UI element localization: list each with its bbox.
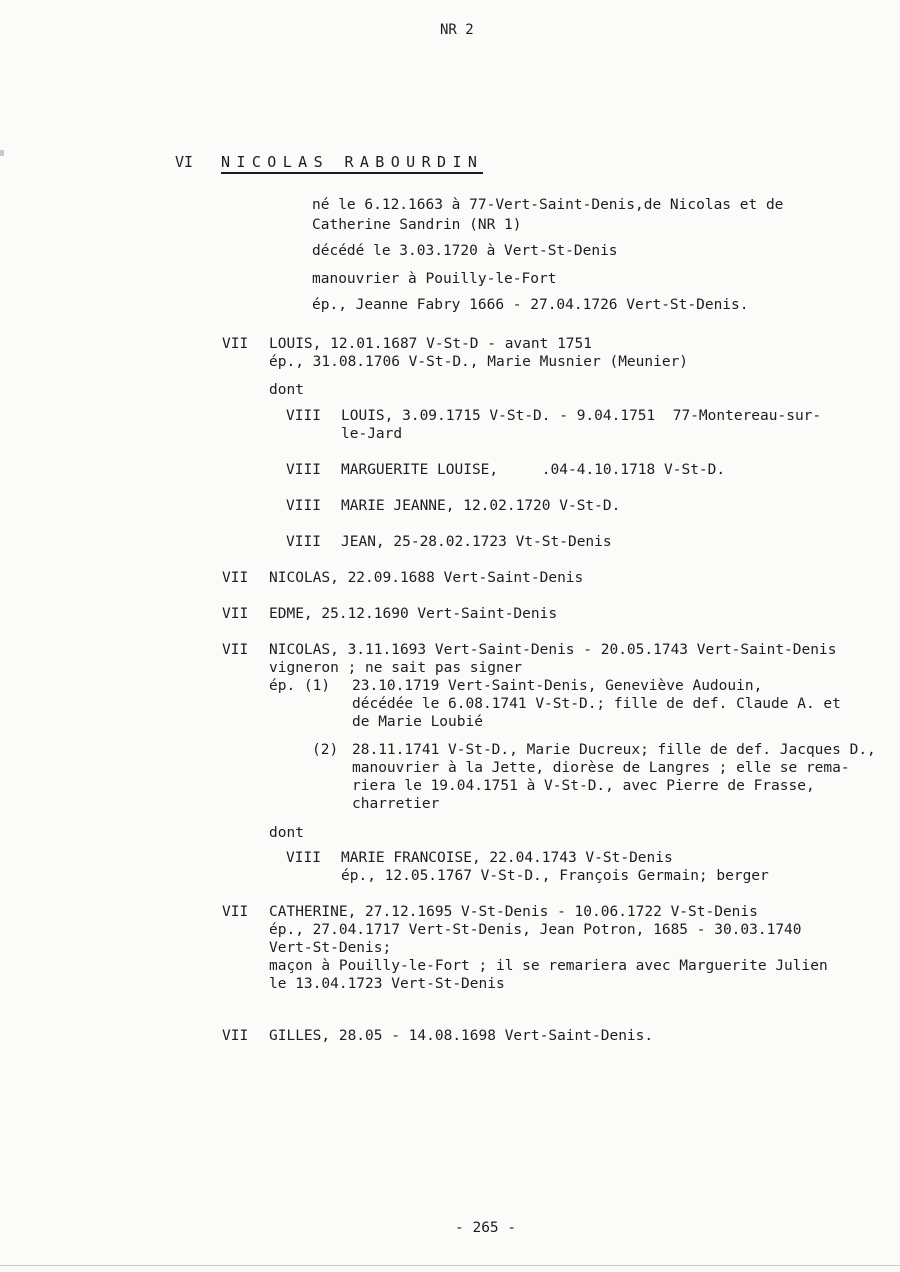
grandchild-generation: VIII: [286, 462, 321, 478]
death-line: décédé le 3.03.1720 à Vert-St-Denis: [312, 243, 618, 259]
grandchild-entry-line: JEAN, 25-28.02.1723 Vt-St-Denis: [341, 534, 612, 550]
grandchild-generation: VIII: [286, 534, 321, 550]
child-generation: VII: [222, 570, 249, 586]
child-entry-line: maçon à Pouilly-le-Fort ; il se remariera avec Marguerite Julien: [269, 958, 828, 974]
generation-label: VI: [175, 153, 194, 171]
marriage-line: décédée le 6.08.1741 V-St-D.; fille de def. Claude A. et: [352, 696, 841, 712]
child-entry-line: Vert-St-Denis;: [269, 940, 392, 956]
grandchild-generation: VIII: [286, 850, 321, 866]
header-ref: NR 2: [440, 22, 474, 38]
child-entry-line: CATHERINE, 27.12.1695 V-St-Denis - 10.06.1722 V-St-Denis: [269, 904, 758, 920]
grandchild-entry-line: MARIE FRANCOISE, 22.04.1743 V-St-Denis: [341, 850, 673, 866]
child-generation: VII: [222, 1028, 249, 1044]
child-entry-line: ép., 27.04.1717 Vert-St-Denis, Jean Potron, 1685 - 30.03.1740: [269, 922, 802, 938]
child-entry-line: vigneron ; ne sait pas signer: [269, 660, 523, 676]
child-generation: VII: [222, 336, 249, 352]
grandchild-entry-line: MARIE JEANNE, 12.02.1720 V-St-D.: [341, 498, 621, 514]
child-entry-line: ép., 31.08.1706 V-St-D., Marie Musnier (Meunier): [269, 354, 689, 370]
parents-line: Catherine Sandrin (NR 1): [312, 217, 522, 233]
marriage-label: ép. (1): [269, 678, 331, 694]
dont-label: dont: [269, 825, 304, 841]
dont-label: dont: [269, 382, 304, 398]
grandchild-generation: VIII: [286, 498, 321, 514]
person-name: NICOLAS RABOURDIN: [221, 153, 483, 174]
grandchild-entry-line: ép., 12.05.1767 V-St-D., François Germain; berger: [341, 868, 769, 884]
marriage-line: de Marie Loubié: [352, 714, 483, 730]
child-entry-line: NICOLAS, 22.09.1688 Vert-Saint-Denis: [269, 570, 584, 586]
child-generation: VII: [222, 642, 249, 658]
page-number: - 265 -: [455, 1220, 517, 1236]
child-entry-line: LOUIS, 12.01.1687 V-St-D - avant 1751: [269, 336, 593, 352]
marriage-line: 23.10.1719 Vert-Saint-Denis, Geneviève Audouin,: [352, 678, 763, 694]
grandchild-entry-line: MARGUERITE LOUISE, .04-4.10.1718 V-St-D.: [341, 462, 726, 478]
scan-mark: [0, 150, 4, 156]
child-entry-line: EDME, 25.12.1690 Vert-Saint-Denis: [269, 606, 558, 622]
child-entry-line: le 13.04.1723 Vert-St-Denis: [269, 976, 505, 992]
child-generation: VII: [222, 904, 249, 920]
child-entry-line: GILLES, 28.05 - 14.08.1698 Vert-Saint-Denis.: [269, 1028, 654, 1044]
birth-line: né le 6.12.1663 à 77-Vert-Saint-Denis,de Nicolas et de: [312, 197, 784, 213]
grandchild-entry-line: le-Jard: [341, 426, 403, 442]
marriage-line: riera le 19.04.1751 à V-St-D., avec Pierre de Frasse,: [352, 778, 815, 794]
marriage-line: 28.11.1741 V-St-D., Marie Ducreux; fille de def. Jacques D.,: [352, 742, 876, 758]
marriage-line: manouvrier à la Jette, diorèse de Langres ; elle se rema-: [352, 760, 850, 776]
marriage-line: charretier: [352, 796, 440, 812]
grandchild-generation: VIII: [286, 408, 321, 424]
child-entry-line: NICOLAS, 3.11.1693 Vert-Saint-Denis - 20.05.1743 Vert-Saint-Denis: [269, 642, 837, 658]
scan-mark: [0, 1265, 900, 1266]
marriage-label: (2): [312, 742, 339, 758]
grandchild-entry-line: LOUIS, 3.09.1715 V-St-D. - 9.04.1751 77-Montereau-sur-: [341, 408, 822, 424]
child-generation: VII: [222, 606, 249, 622]
occupation-line: manouvrier à Pouilly-le-Fort: [312, 271, 557, 287]
spouse-line: ép., Jeanne Fabry 1666 - 27.04.1726 Vert-St-Denis.: [312, 297, 749, 313]
